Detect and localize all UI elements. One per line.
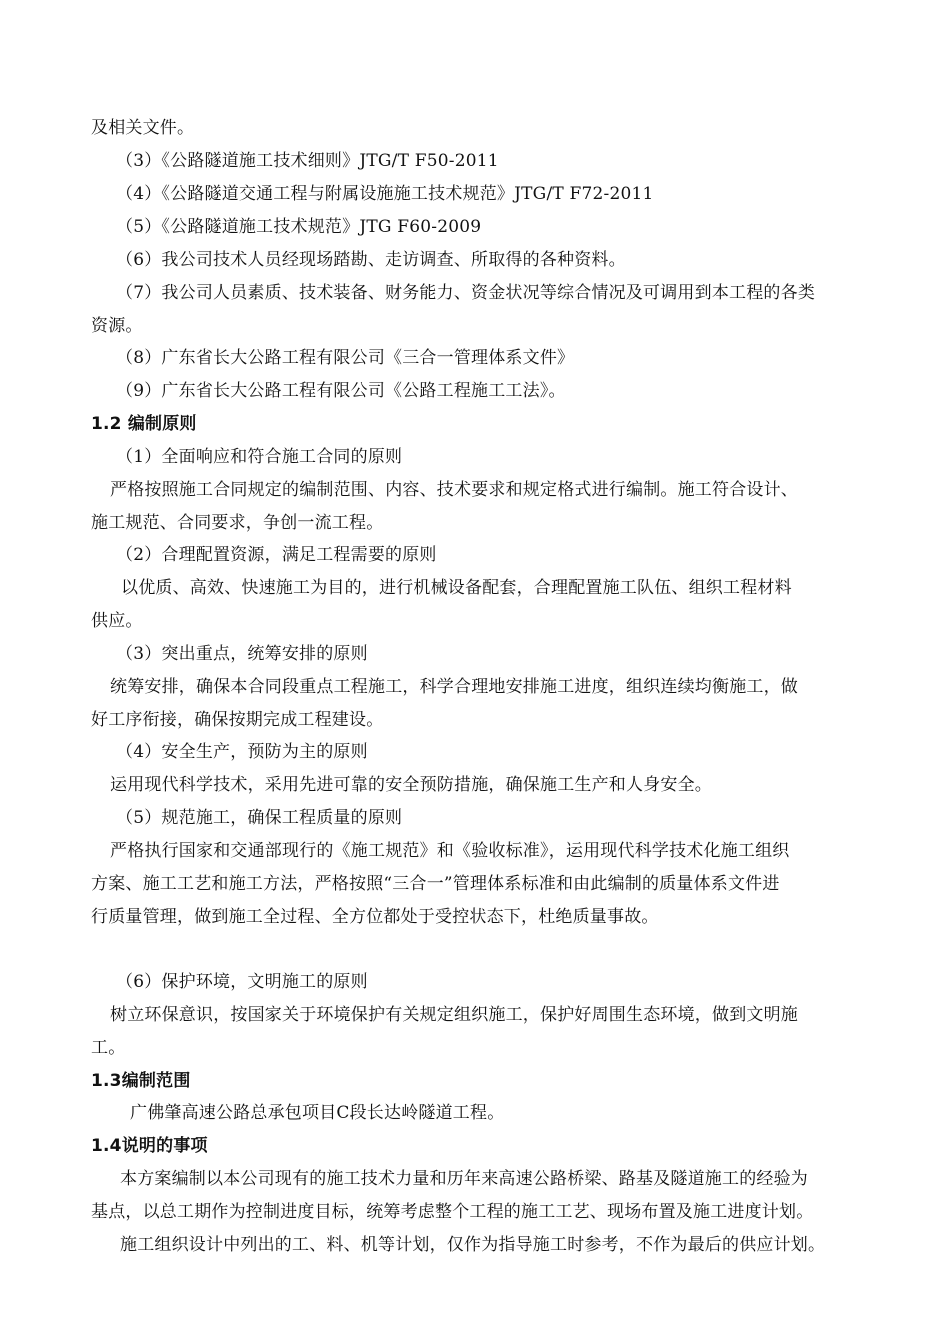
paragraph-line: 以优质、高效、快速施工为目的，进行机械设备配套，合理配置施工队伍、组织工程材料 [121,578,792,598]
paragraph-line: 本方案编制以本公司现有的施工技术力量和历年来高速公路桥梁、路基及隧道施工的经验为 [120,1169,808,1189]
principle-heading-6: （6）保护环境，文明施工的原则 [116,972,368,992]
paragraph-line: 统筹安排，确保本合同段重点工程施工，科学合理地安排施工进度，组织连续均衡施工，做 [110,677,798,697]
reference-item-7: （7）我公司人员素质、技术装备、财务能力、资金状况等综合情况及可调用到本工程的各类 [116,283,816,303]
principle-heading-4: （4）安全生产，预防为主的原则 [116,742,368,762]
principle-heading-1: （1）全面响应和符合施工合同的原则 [116,447,403,467]
section-heading-1-4: 1.4说明的事项 [91,1136,208,1156]
paragraph-line: 严格按照施工合同规定的编制范围、内容、技术要求和规定格式进行编制。施工符合设计、 [110,480,798,500]
reference-item-5: （5）《公路隧道施工技术规范》JTG F60-2009 [116,217,482,237]
principle-heading-3: （3）突出重点，统筹安排的原则 [116,644,368,664]
reference-item-4: （4）《公路隧道交通工程与附属设施施工技术规范》JTG/T F72-2011 [116,184,654,204]
paragraph-line: 施工组织设计中列出的工、料、机等计划，仅作为指导施工时参考，不作为最后的供应计划。 [120,1235,826,1255]
text-line: 及相关文件。 [91,118,195,138]
paragraph-line: 基点，以总工期作为控制进度目标，统筹考虑整个工程的施工工艺、现场布置及施工进度计划。 [91,1202,814,1222]
reference-item-8: （8）广东省长大公路工程有限公司《三合一管理体系文件》 [116,348,575,368]
reference-item-3: （3）《公路隧道施工技术细则》JTG/T F50-2011 [116,151,499,171]
paragraph-line: 行质量管理，做到施工全过程、全方位都处于受控状态下，杜绝质量事故。 [91,907,659,927]
paragraph-line: 供应。 [91,611,143,631]
reference-item-6: （6）我公司技术人员经现场踏勘、走访调查、所取得的各种资料。 [116,250,626,270]
section-heading-1-2: 1.2 编制原则 [91,414,197,434]
paragraph-line: 施工规范、合同要求，争创一流工程。 [91,513,384,533]
paragraph-line: 方案、施工工艺和施工方法，严格按照“三合一”管理体系标准和由此编制的质量体系文件进 [91,874,780,894]
principle-heading-5: （5）规范施工，确保工程质量的原则 [116,808,403,828]
reference-item-9: （9）广东省长大公路工程有限公司《公路工程施工工法》。 [116,381,566,401]
paragraph-line: 严格执行国家和交通部现行的《施工规范》和《验收标准》，运用现代科学技术化施工组织 [110,841,790,861]
paragraph-line: 运用现代科学技术，采用先进可靠的安全预防措施，确保施工生产和人身安全。 [110,775,712,795]
paragraph-line: 工。 [91,1038,126,1058]
section-heading-1-3: 1.3编制范围 [91,1071,191,1091]
paragraph-line: 树立环保意识，按国家关于环境保护有关规定组织施工，保护好周围生态环境，做到文明施 [110,1005,798,1025]
text-line: 资源。 [91,316,143,336]
paragraph-line: 广佛肇高速公路总承包项目C段长达岭隧道工程。 [130,1103,505,1123]
paragraph-line: 好工序衔接，确保按期完成工程建设。 [91,710,384,730]
principle-heading-2: （2）合理配置资源，满足工程需要的原则 [116,545,437,565]
